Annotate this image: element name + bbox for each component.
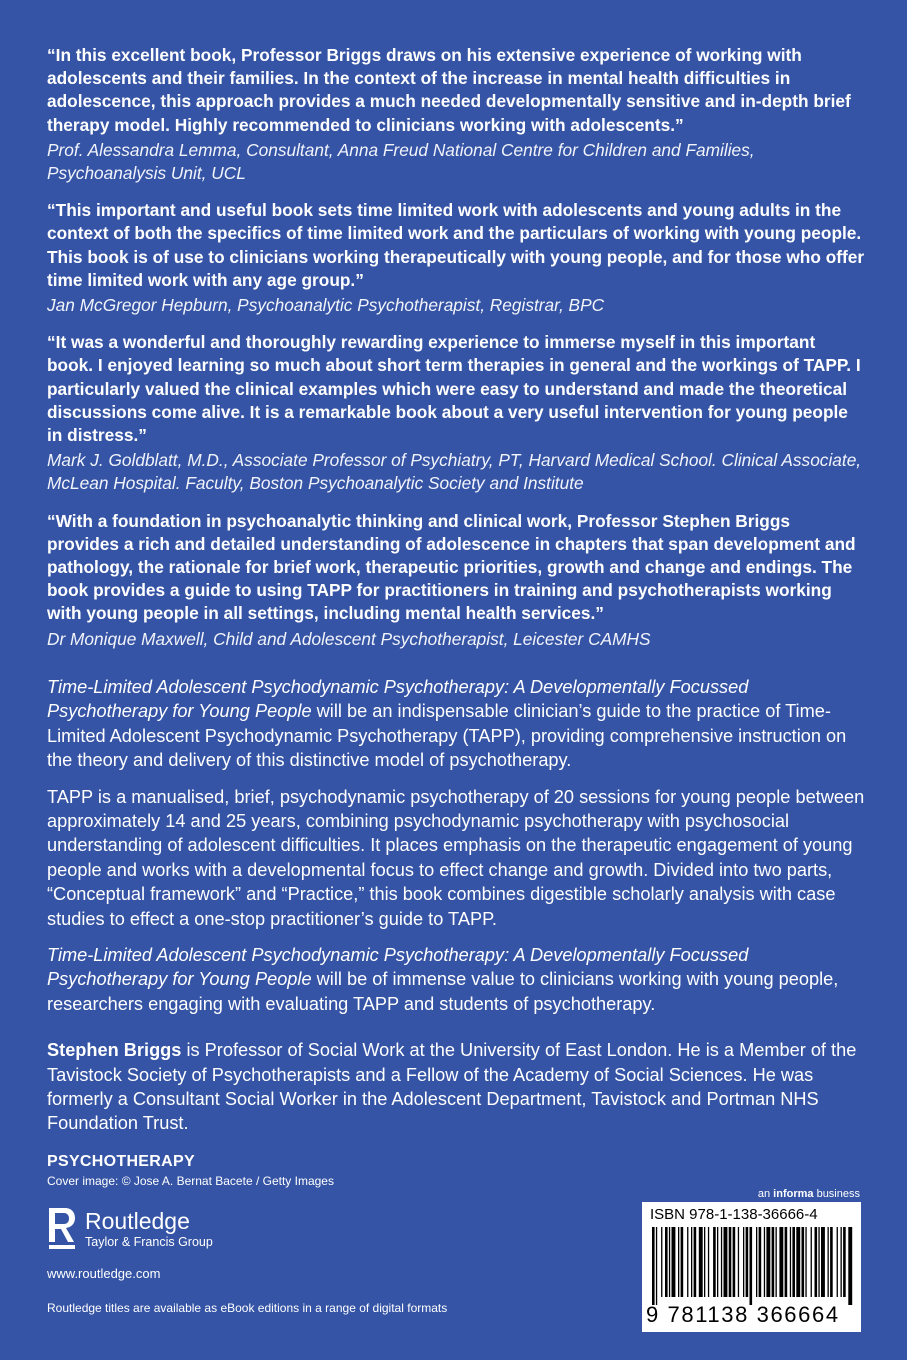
- barcode-bar: [738, 1227, 739, 1297]
- barcode-bar: [687, 1227, 688, 1297]
- isbn-label: ISBN 978-1-138-36666-4: [650, 1206, 818, 1223]
- barcode-bar: [792, 1227, 795, 1297]
- description-text: will be an indispensable clinician’s guide to the practice of Time-Limited Adolescent Psychodynamic Psychotherapy (TAPP), providing comprehensive instruction on the theory and delivery of this distinctive model of psychotherapy.: [47, 701, 847, 771]
- description-paragraph: [47, 943, 865, 1016]
- barcode-bar: [759, 1227, 762, 1297]
- informa-prefix: an: [757, 1188, 774, 1200]
- barcode-bars: [650, 1227, 854, 1305]
- barcode-bar: [776, 1227, 777, 1297]
- barcode-bar: [766, 1227, 770, 1297]
- barcode-bar: [790, 1227, 791, 1297]
- cover-image-credit: Cover image: © Jose A. Bernat Bacete / Getty Images: [47, 1174, 334, 1188]
- barcode-bar: [724, 1227, 728, 1297]
- endorsement: [47, 199, 865, 317]
- barcode-bar: [746, 1227, 749, 1297]
- barcode-bar: [830, 1227, 833, 1297]
- barcode-bar: [843, 1227, 846, 1297]
- endorsement-quote: “In this excellent book, Professor Briggs draws on his extensive experience of working with adolescents and their families. In the context of the increase in mental health difficulties in adolescence, this approach provides a much needed developmentally sensitive and in-depth brief therapy model. Highly recommended to clinicians working with adolescents.”: [47, 45, 851, 135]
- subject-category: PSYCHOTHERAPY: [47, 1153, 195, 1170]
- endorsement-attribution: Jan McGregor Hepburn, Psychoanalytic Psychotherapist, Registrar, BPC: [47, 295, 605, 316]
- author-name: Stephen Briggs: [47, 1040, 182, 1061]
- barcode-bar: [848, 1227, 852, 1305]
- endorsement: [47, 44, 865, 185]
- barcode-bar: [652, 1227, 655, 1305]
- endorsement-quote: “With a foundation in psychoanalytic thinking and clinical work, Professor Stephen Briggs provides a rich and detailed understanding of adolescence in chapters that span development and pathology, the rationale for brief work, therapeutic priorities, growth and change and endings. The book provides a guide to using TAPP for practitioners in training and psychotherapists working with young people in all settings, including mental health services.”: [47, 510, 856, 624]
- barcode-bar: [821, 1227, 825, 1297]
- endorsement-attribution: Prof. Alessandra Lemma, Consultant, Anna Freud National Centre for Children and Families, Psychoanalysis Unit, UCL: [47, 139, 755, 184]
- barcode-bar: [805, 1227, 806, 1297]
- barcode-bar: [841, 1227, 842, 1297]
- back-cover-content: [47, 44, 865, 1148]
- description-paragraph: [47, 675, 865, 773]
- barcode-bar: [691, 1227, 692, 1297]
- endorsement-attribution: Mark J. Goldblatt, M.D., Associate Professor of Psychiatry, PT, Harvard Medical School. Clinical Associate, McLean Hospital. Faculty, Boston Psychoanalytic Society and Institute: [47, 450, 862, 494]
- barcode-bar: [669, 1227, 670, 1297]
- barcode-bar: [672, 1227, 676, 1297]
- book-title: Time-Limited Adolescent Psychodynamic Psychotherapy: A Developmentally Focussed Psychotherapy for Young People: [47, 944, 749, 990]
- isbn-barcode: [642, 1202, 861, 1332]
- endorsement: [47, 510, 865, 651]
- barcode-bar: [678, 1227, 679, 1297]
- barcode-bar: [796, 1227, 800, 1297]
- barcode-bar: [772, 1227, 775, 1297]
- endorsement-quote: “This important and useful book sets time limited work with adolescents and young adults in the context of both the specifics of time limited work and the particulars of working with young people. This book is of use to clinicians working therapeutically with young people, and for those who offer time limited work with any age group.”: [47, 200, 865, 290]
- informa-business-label: [758, 1188, 860, 1200]
- publisher-logo: [47, 1206, 213, 1251]
- barcode-bar: [713, 1227, 716, 1297]
- barcode-bar: [729, 1227, 732, 1297]
- endorsement: [47, 331, 865, 495]
- routledge-r-icon: [47, 1206, 77, 1251]
- barcode-bar: [818, 1227, 819, 1297]
- barcode-bar: [733, 1227, 736, 1297]
- publisher-website: www.routledge.com: [47, 1266, 161, 1281]
- barcode-bar: [721, 1227, 722, 1297]
- barcode-bar: [785, 1227, 788, 1297]
- barcode-bar: [665, 1227, 668, 1297]
- informa-suffix: business: [813, 1188, 860, 1200]
- barcode-bar: [743, 1227, 744, 1297]
- barcode-bar: [815, 1227, 818, 1297]
- barcode-bar: [837, 1227, 838, 1297]
- author-bio: [47, 1038, 865, 1136]
- barcode-bar: [750, 1227, 753, 1305]
- barcode-bar: [694, 1227, 697, 1297]
- book-title: Time-Limited Adolescent Psychodynamic Psychotherapy: A Developmentally Focussed Psychotherapy for Young People: [47, 676, 749, 722]
- barcode-bar: [764, 1227, 765, 1297]
- description-paragraph: TAPP is a manualised, brief, psychodynamic psychotherapy of 20 sessions for young people between approximately 14 and 25 years, combining psychodynamic psychotherapy with psychosocial understanding of adolescent difficulties. It places emphasis on the therapeutic engagement of young people and works with a developmental focus to effect change and growth. Divided into two parts, “Conceptual framework” and “Practice,” this book combines digestible scholarly analysis with case studies to effect a one-stop practitioner’s guide to TAPP.: [47, 786, 865, 929]
- barcode-bar: [704, 1227, 705, 1297]
- endorsement-attribution: Dr Monique Maxwell, Child and Adolescent Psychotherapist, Leicester CAMHS: [47, 628, 651, 649]
- barcode-bar: [681, 1227, 684, 1297]
- barcode-bar: [717, 1227, 718, 1297]
- barcode-bar: [779, 1227, 783, 1297]
- barcode-bar: [656, 1227, 657, 1305]
- author-bio-text: is Professor of Social Work at the University of East London. He is a Member of the Tavistock Society of Psychotherapists and a Fellow of the Academy of Social Sciences. He was formerly a Consultant Social Worker in the Adolescent Department, Tavistock and Portman NHS Foundation Trust.: [47, 1040, 857, 1134]
- barcode-bar: [828, 1227, 829, 1297]
- barcode-bar: [699, 1227, 703, 1297]
- description-text: will be of immense value to clinicians working with young people, researchers engaging with evaluating TAPP and students of psychotherapy.: [47, 969, 839, 1014]
- endorsement-quote: “It was a wonderful and thoroughly rewarding experience to immerse myself in this important book. I enjoyed learning so much about short term therapies in general and the workings of TAPP. I particularly valued the clinical examples which were easy to understand and made the theoretical discussions come alive. It is a remarkable book about a very useful intervention for young people in distress.”: [47, 332, 861, 446]
- barcode-bar: [811, 1227, 812, 1297]
- barcode-bar: [756, 1227, 757, 1297]
- publisher-group: Taylor & Francis Group: [85, 1234, 213, 1249]
- barcode-digits: 9 781138 366664: [646, 1302, 840, 1327]
- publisher-name: Routledge: [85, 1207, 190, 1234]
- ebook-note: Routledge titles are available as eBook editions in a range of digital formats: [47, 1301, 448, 1315]
- barcode-bar: [708, 1227, 709, 1297]
- barcode-bar: [661, 1227, 662, 1297]
- barcode-bar: [802, 1227, 805, 1297]
- informa-brand: informa: [773, 1188, 814, 1200]
